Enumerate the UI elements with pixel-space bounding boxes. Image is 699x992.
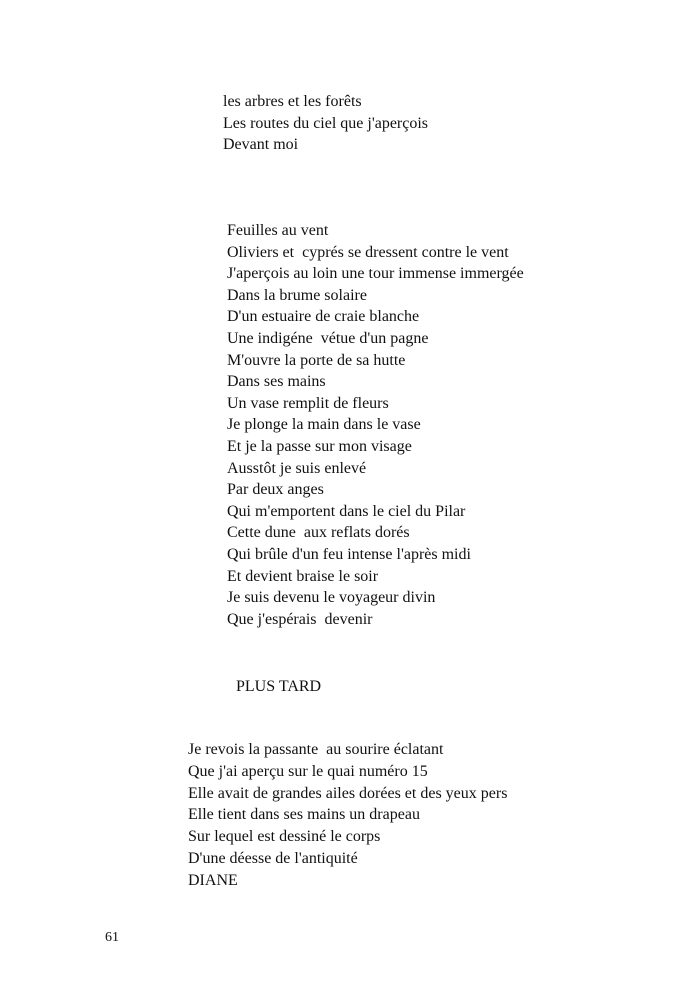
poem-line: Qui brûle d'un feu intense l'après midi (227, 545, 471, 563)
poem-line: Par deux anges (227, 481, 324, 499)
poem-line: Je revois la passante au sourire éclatant (188, 741, 444, 758)
poem-line: Ausstôt je suis enlevé (227, 459, 367, 477)
poem-line: Un vase remplit de fleurs (227, 394, 389, 412)
stanza-1 (223, 91, 428, 156)
poem-line: Les routes du ciel que j'aperçois (223, 114, 429, 132)
poem-line: Sur lequel est dessiné le corps (188, 828, 381, 846)
poem-line: Que j'espérais devenir (227, 610, 373, 628)
poem-line: Feuilles au vent (227, 222, 329, 239)
poem-line: Je suis devenu le voyageur divin (227, 589, 436, 607)
poem-line: J'aperçois au loin une tour immense immergée (227, 265, 524, 283)
poem-line: DIANE (188, 871, 238, 889)
poem-line: Une indigéne vétue d'un pagne (227, 329, 429, 347)
stanza-2 (227, 220, 524, 630)
poem-line: les arbres et les forêts (223, 93, 362, 110)
poem-line: Devant moi (223, 136, 299, 154)
poem-line: Dans la brume solaire (227, 286, 367, 304)
poem-line: Dans ses mains (227, 373, 326, 391)
section-heading: PLUS TARD (236, 678, 322, 695)
poem-line: Elle tient dans ses mains un drapeau (188, 806, 420, 824)
poem-line: M'ouvre la porte de sa hutte (227, 351, 406, 369)
poem-line: Que j'ai aperçu sur le quai numéro 15 (188, 762, 428, 780)
poem-line: Je plonge la main dans le vase (227, 416, 421, 434)
page-number: 61 (105, 930, 119, 945)
poem-line: Cette dune aux reflats dorés (227, 524, 410, 542)
poem-line: D'un estuaire de craie blanche (227, 308, 420, 326)
poem-line: Qui m'emportent dans le ciel du Pilar (227, 502, 466, 520)
poem-line: Et je la passe sur mon visage (227, 437, 412, 455)
poem-line: D'une déesse de l'antiquité (188, 849, 358, 867)
poem-line: Et devient braise le soir (227, 567, 379, 585)
poem-line: Oliviers et cyprés se dressent contre le vent (227, 243, 509, 261)
stanza-3 (188, 739, 507, 892)
poem-line: Elle avait de grandes ailes dorées et des yeux pers (188, 784, 508, 802)
